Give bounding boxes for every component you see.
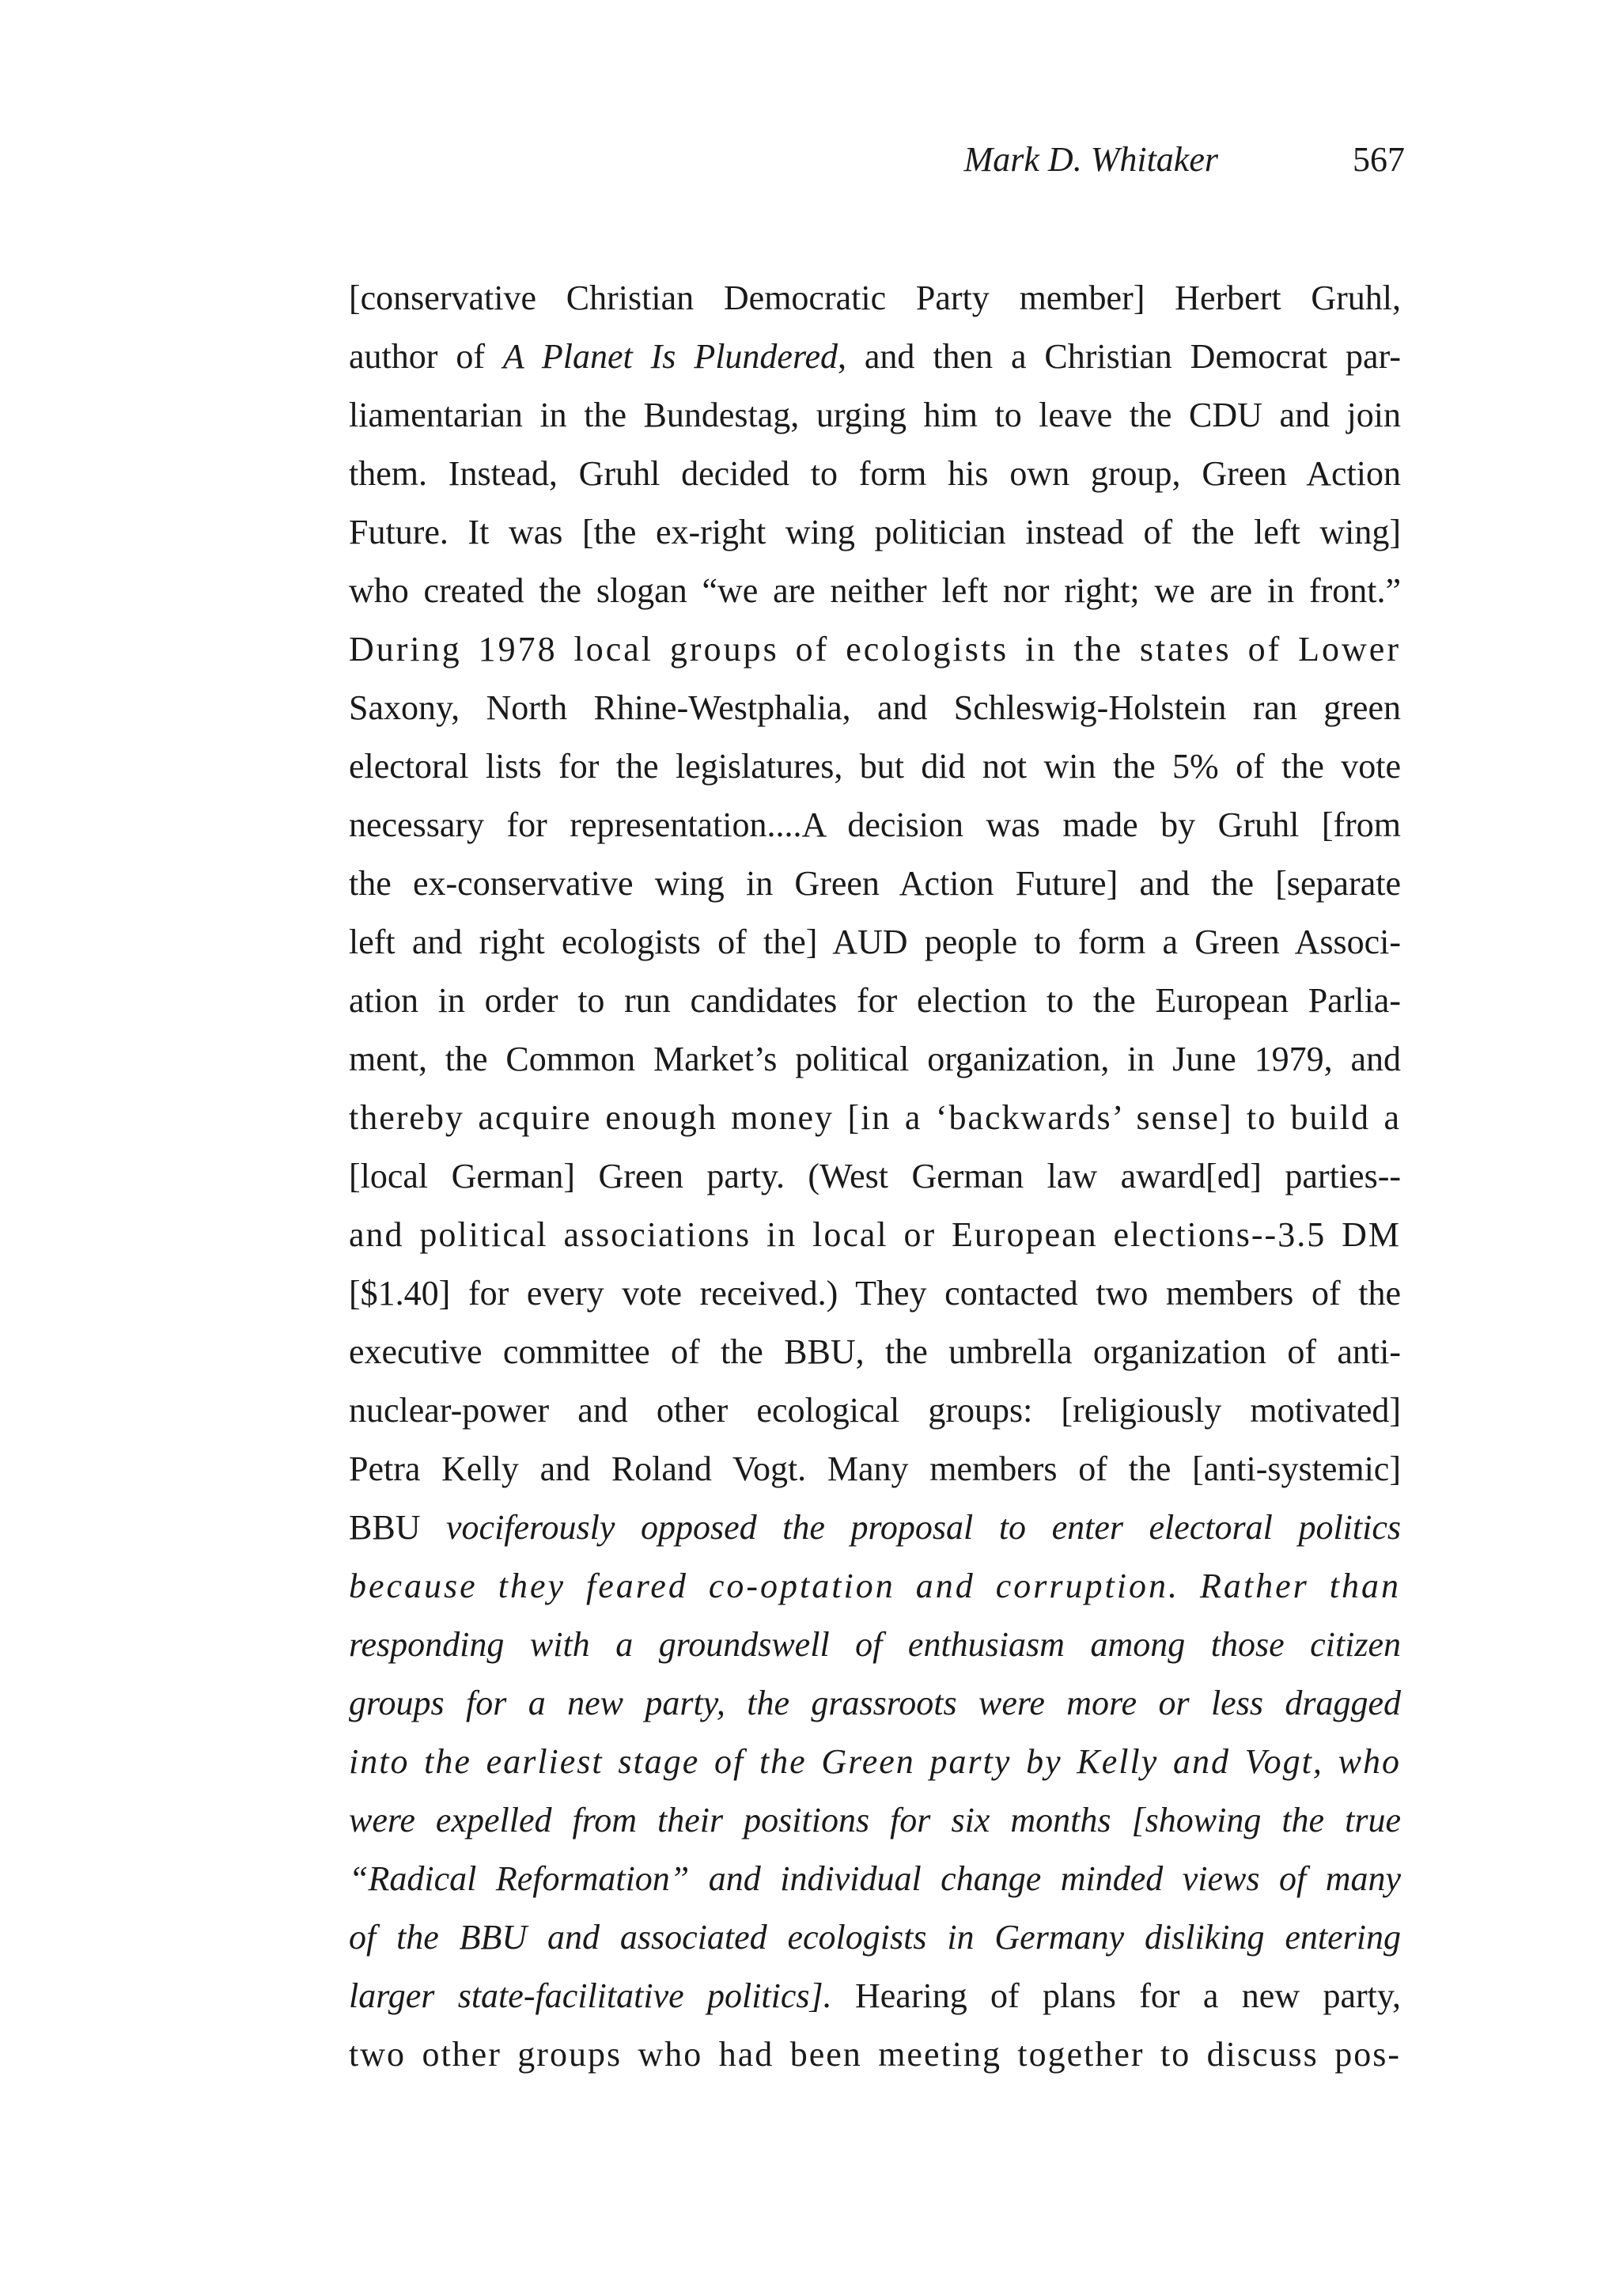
text-line: of the BBU and associated ecologists in Germany disliking entering [349, 1918, 1401, 1957]
text-line: necessary for representation....A decision was made by Gruhl [from [349, 805, 1401, 844]
page-number: 567 [1353, 140, 1405, 179]
text-line: liamentarian in the Bundestag, urging him to leave the CDU and join [349, 396, 1401, 434]
text-line: into the earliest stage of the Green party by Kelly and Vogt, who [349, 1742, 1401, 1781]
text-line: who created the slogan “we are neither left nor right; we are in front.” [349, 571, 1401, 610]
text-line: [$1.40] for every vote received.) They contacted two members of the [349, 1274, 1401, 1313]
text-line: ation in order to run candidates for election to the European Parlia- [349, 981, 1401, 1020]
text-line: BBU vociferously opposed the proposal to enter electoral politics [349, 1508, 1401, 1547]
text-line: because they feared co-optation and corruption. Rather than [349, 1567, 1401, 1605]
text-line: two other groups who had been meeting together to discuss pos- [349, 2035, 1401, 2074]
text-line: larger state-facilitative politics]. Hearing of plans for a new party, [349, 1976, 1401, 2015]
text-line: Future. It was [the ex-right wing politician instead of the left wing] [349, 513, 1401, 551]
text-line: Saxony, North Rhine-Westphalia, and Schleswig-Holstein ran green [349, 688, 1401, 727]
text-line: thereby acquire enough money [in a ‘backwards’ sense] to build a [349, 1098, 1401, 1137]
text-line: [conservative Christian Democratic Party member] Herbert Gruhl, [349, 278, 1401, 317]
text-line: [local German] Green party. (West German law award[ed] parties-- [349, 1157, 1401, 1195]
text-line: were expelled from their positions for six months [showing the true [349, 1801, 1401, 1839]
text-line: During 1978 local groups of ecologists in the states of Lower [349, 630, 1401, 669]
text-line: electoral lists for the legislatures, but did not win the 5% of the vote [349, 747, 1401, 786]
text-line: and political associations in local or European elections--3.5 DM [349, 1215, 1401, 1254]
text-line: responding with a groundswell of enthusiasm among those citizen [349, 1625, 1401, 1664]
text-line: Petra Kelly and Roland Vogt. Many members of the [anti-systemic] [349, 1449, 1401, 1488]
text-line: executive committee of the BBU, the umbrella organization of anti- [349, 1332, 1401, 1371]
body-text [349, 269, 1401, 2084]
text-line: left and right ecologists of the] AUD people to form a Green Associ- [349, 923, 1401, 961]
text-line: them. Instead, Gruhl decided to form his own group, Green Action [349, 454, 1401, 493]
text-line: nuclear-power and other ecological groups: [religiously motivated] [349, 1391, 1401, 1430]
running-head-author: Mark D. Whitaker [963, 140, 1218, 179]
text-line: ment, the Common Market’s political organization, in June 1979, and [349, 1040, 1401, 1078]
text-line: the ex-conservative wing in Green Action Future] and the [separate [349, 864, 1401, 903]
text-line: “Radical Reformation” and individual change minded views of many [349, 1859, 1401, 1898]
text-line: author of A Planet Is Plundered, and then a Christian Democrat par- [349, 337, 1401, 376]
running-head [0, 136, 1620, 184]
book-title: A Planet Is Plundered [502, 337, 838, 376]
text-line: groups for a new party, the grassroots were more or less dragged [349, 1684, 1401, 1722]
